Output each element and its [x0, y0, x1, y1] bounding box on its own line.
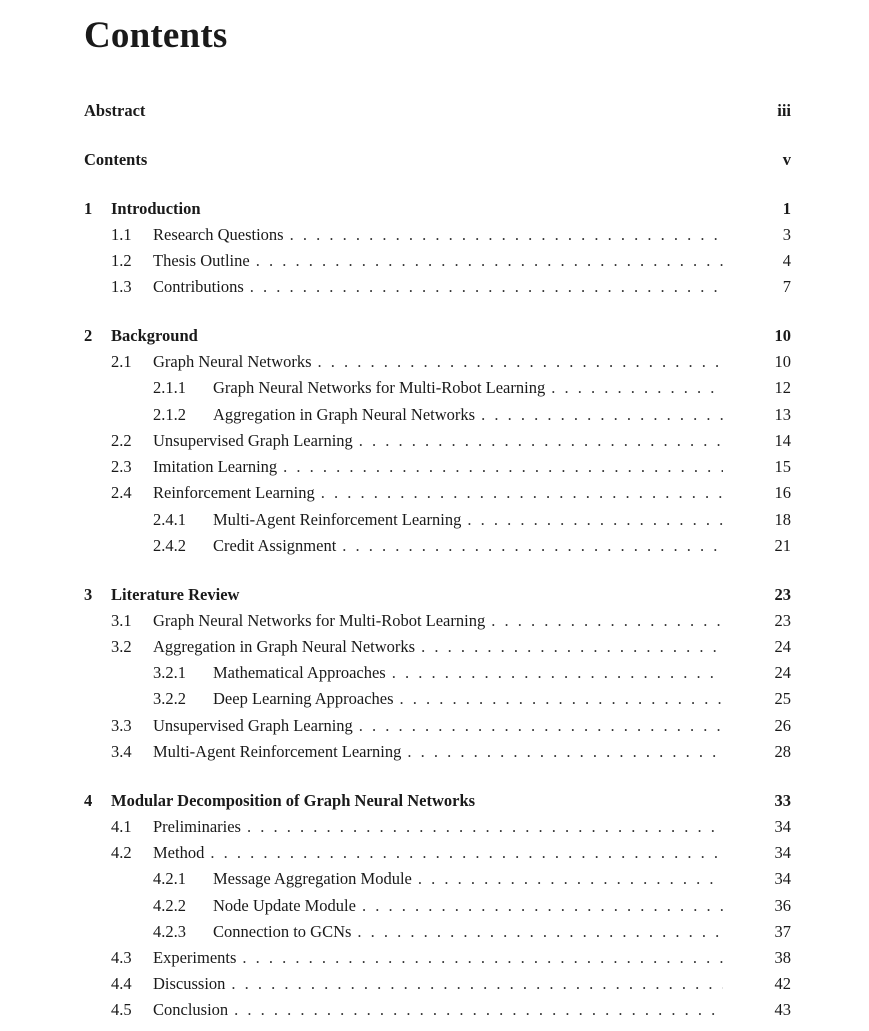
dot-leader [318, 351, 723, 373]
toc-entry-number: 3.2.1 [153, 663, 186, 682]
toc-entry-number: 4.4 [111, 974, 132, 993]
toc-entry[interactable] [84, 741, 791, 763]
dot-leader [231, 973, 723, 995]
dot-leader [283, 456, 723, 478]
toc-entry-page: 16 [774, 483, 791, 502]
toc-entry[interactable] [84, 973, 791, 995]
toc-entry-page: 37 [774, 922, 791, 941]
dot-leader [359, 715, 723, 737]
dot-leader [321, 482, 723, 504]
toc-entry-page: iii [777, 101, 791, 120]
toc-entry-label: Credit Assignment [213, 536, 337, 555]
toc-entry[interactable] [84, 149, 791, 171]
toc-entry[interactable] [84, 584, 791, 606]
toc-entry-number: 2.4 [111, 483, 132, 502]
toc-entry-label: Abstract [84, 101, 146, 120]
toc-entry[interactable] [84, 250, 791, 272]
dot-leader [392, 662, 723, 684]
toc-entry-page: 23 [774, 585, 791, 604]
toc-entry[interactable] [84, 715, 791, 737]
toc-entry-label: Aggregation in Graph Neural Networks [213, 405, 476, 424]
toc-entry[interactable] [84, 610, 791, 632]
dot-leader [357, 921, 723, 943]
toc-entry-page: 18 [774, 510, 791, 529]
toc-entry[interactable] [84, 790, 791, 812]
toc-entry-page: 1 [782, 199, 791, 218]
dot-leader [247, 816, 723, 838]
dot-leader [400, 688, 723, 710]
toc-entry-page: 15 [774, 457, 791, 476]
toc-entry-number: 2.4.2 [153, 536, 186, 555]
toc-entry-number: 3.2 [111, 637, 132, 656]
toc-entry-page: 28 [774, 742, 791, 761]
toc-entry-label: Background [111, 326, 198, 345]
toc-entry[interactable] [84, 351, 791, 373]
toc-entry-number: 2.4.1 [153, 510, 186, 529]
toc-entry[interactable] [84, 842, 791, 864]
toc-entry-label: Thesis Outline [153, 251, 250, 270]
toc-entry-number: 1.2 [111, 251, 132, 270]
toc-entry-number: 3.1 [111, 611, 132, 630]
toc-entry-page: 21 [774, 536, 791, 555]
toc-entry-number: 3.2.2 [153, 689, 186, 708]
toc-entry-label: Connection to GCNs [213, 922, 352, 941]
toc-entry-page: 34 [774, 869, 791, 888]
dot-leader [234, 999, 723, 1021]
toc-entry-label: Aggregation in Graph Neural Networks [153, 637, 416, 656]
toc-entry-page: 34 [774, 817, 791, 836]
dot-leader [407, 741, 723, 763]
toc-entry-page: 12 [774, 378, 791, 397]
dot-leader [210, 842, 723, 864]
toc-entry[interactable] [84, 947, 791, 969]
toc-entry-page: 26 [774, 716, 791, 735]
toc-entry[interactable] [84, 895, 791, 917]
toc-entry-label: Unsupervised Graph Learning [153, 431, 353, 450]
toc-entry-page: 13 [774, 405, 791, 424]
toc-entry-page: 10 [774, 352, 791, 371]
toc-entry-number: 3.3 [111, 716, 132, 735]
toc-entry-page: 24 [774, 663, 791, 682]
toc-entry-page: 7 [782, 277, 791, 296]
toc-entry[interactable] [84, 276, 791, 298]
toc-entry[interactable] [84, 325, 791, 347]
toc-entry-number: 1.3 [111, 277, 132, 296]
toc-entry[interactable] [84, 921, 791, 943]
toc-entry-page: 38 [774, 948, 791, 967]
toc-entry[interactable] [84, 868, 791, 890]
toc-entry-label: Multi-Agent Reinforcement Learning [213, 510, 462, 529]
toc-entry-page: 43 [774, 1000, 791, 1019]
dot-leader [342, 535, 723, 557]
dot-leader [421, 636, 723, 658]
toc-entry-number: 2.1.1 [153, 378, 186, 397]
toc-entry-number: 3.4 [111, 742, 132, 761]
dot-leader [362, 895, 723, 917]
toc-entry-number: 2.2 [111, 431, 132, 450]
toc-entry-label: Graph Neural Networks [153, 352, 312, 371]
toc-entry-label: Message Aggregation Module [213, 869, 412, 888]
toc-entry[interactable] [84, 198, 791, 220]
toc-entry-page: 23 [774, 611, 791, 630]
toc-entry-label: Contents [84, 150, 148, 169]
toc-entry[interactable] [84, 999, 791, 1021]
toc-entry-number: 4.2.3 [153, 922, 186, 941]
dot-leader [256, 250, 723, 272]
toc-entry-label: Reinforcement Learning [153, 483, 315, 502]
toc-entry-label: Discussion [153, 974, 226, 993]
toc-entry-label: Modular Decomposition of Graph Neural Networks [111, 791, 476, 810]
toc-entry-page: 10 [774, 326, 791, 345]
toc-entry[interactable] [84, 509, 791, 531]
toc-entry-number: 4.2.1 [153, 869, 186, 888]
toc-entry-label: Preliminaries [153, 817, 241, 836]
toc-entry-number: 4.5 [111, 1000, 132, 1019]
toc-entry[interactable] [84, 535, 791, 557]
page-title: Contents [84, 15, 228, 56]
dot-leader [491, 610, 723, 632]
toc-entry-number: 3 [84, 585, 93, 604]
toc-entry-label: Mathematical Approaches [213, 663, 386, 682]
toc-entry-number: 2 [84, 326, 93, 345]
toc-entry-label: Imitation Learning [153, 457, 278, 476]
toc-entry-label: Unsupervised Graph Learning [153, 716, 353, 735]
dot-leader [250, 276, 723, 298]
toc-entry-label: Literature Review [111, 585, 240, 604]
toc-entry-page: 25 [774, 689, 791, 708]
toc-entry-label: Research Questions [153, 225, 284, 244]
toc-entry[interactable] [84, 688, 791, 710]
toc-entry[interactable] [84, 662, 791, 684]
toc-entry-number: 2.3 [111, 457, 132, 476]
toc-entry[interactable] [84, 456, 791, 478]
toc-entry-page: 36 [774, 896, 791, 915]
toc-entry-page: 3 [782, 225, 791, 244]
toc-entry-label: Conclusion [153, 1000, 229, 1019]
dot-leader [290, 224, 723, 246]
toc-entry-page: 24 [774, 637, 791, 656]
dot-leader [551, 377, 723, 399]
toc-entry[interactable] [84, 636, 791, 658]
dot-leader [359, 430, 723, 452]
toc-entry[interactable] [84, 482, 791, 504]
toc-entry[interactable] [84, 377, 791, 399]
toc-entry[interactable] [84, 224, 791, 246]
toc-entry[interactable] [84, 816, 791, 838]
toc-entry-page: v [782, 150, 791, 169]
dot-leader [242, 947, 723, 969]
toc-entry-number: 4.2 [111, 843, 132, 862]
toc-entry-number: 2.1.2 [153, 405, 186, 424]
toc-entry-label: Method [153, 843, 205, 862]
toc-entry-page: 34 [774, 843, 791, 862]
toc-entry-label: Graph Neural Networks for Multi-Robot Learning [213, 378, 546, 397]
toc-entry-number: 1 [84, 199, 93, 218]
toc-entry-label: Experiments [153, 948, 237, 967]
toc-entry-number: 4 [84, 791, 93, 810]
toc-entry-page: 42 [774, 974, 791, 993]
dot-leader [481, 404, 723, 426]
toc-entry[interactable] [84, 100, 791, 122]
toc-entry-number: 1.1 [111, 225, 132, 244]
toc-entry-label: Contributions [153, 277, 244, 296]
toc-entry-number: 4.1 [111, 817, 132, 836]
toc-entry-number: 4.2.2 [153, 896, 186, 915]
toc-entry[interactable] [84, 404, 791, 426]
toc-entry-label: Introduction [111, 199, 201, 218]
toc-entry-label: Multi-Agent Reinforcement Learning [153, 742, 402, 761]
toc-entry-page: 14 [774, 431, 791, 450]
toc-entry-label: Node Update Module [213, 896, 356, 915]
toc-entry-label: Deep Learning Approaches [213, 689, 394, 708]
dot-leader [418, 868, 723, 890]
toc-entry-page: 33 [774, 791, 791, 810]
toc-entry-number: 4.3 [111, 948, 132, 967]
toc-entry[interactable] [84, 430, 791, 452]
toc-entry-number: 2.1 [111, 352, 132, 371]
dot-leader [467, 509, 723, 531]
toc-entry-page: 4 [782, 251, 791, 270]
toc-entry-label: Graph Neural Networks for Multi-Robot Learning [153, 611, 486, 630]
